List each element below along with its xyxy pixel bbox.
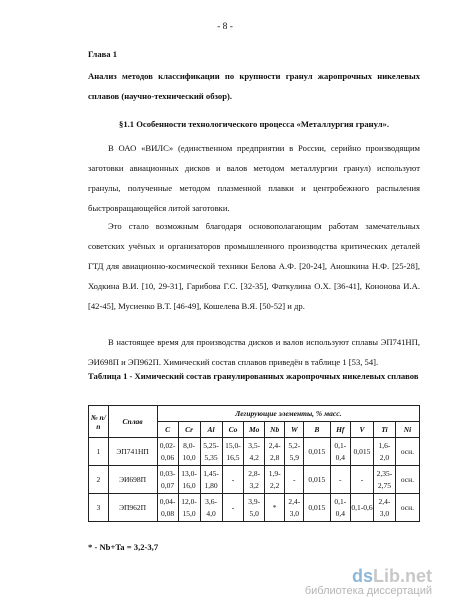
composition-cell: 8,0-10,0 [178,438,200,466]
element-header: Ni [395,422,419,438]
element-header: Cr [178,422,200,438]
composition-cell: 0,015 [304,466,330,494]
composition-cell: 3,9-5,0 [244,494,264,522]
composition-cell: 13,0-16,0 [178,466,200,494]
element-header: Nb [264,422,284,438]
composition-cell: - [285,466,304,494]
table-caption: Таблица 1 - Химический состав гранулированных жаропрочных никелевых сплавов [88,371,419,381]
chapter-heading: Глава 1 [88,49,117,59]
alloy-name: ЭИ698П [108,466,157,494]
element-header: V [350,422,373,438]
composition-cell: - [222,466,244,494]
composition-cell: 5,2-5,9 [285,438,304,466]
composition-cell: 0,04-0,08 [157,494,178,522]
table-row [89,466,420,494]
composition-cell: 0,1-0,6 [350,494,373,522]
composition-cell: осн. [395,494,419,522]
paragraph-1: В ОАО «ВИЛС» (единственном предприятии в России, серийно производящим заготовки авиационных дисков и валов методом металлургии гранул) используют гранулы, полученные методом плазменной плавки и центробежного распыления быстровращающейся литой заготовки. [88,143,420,213]
composition-cell: - [350,466,373,494]
watermark-logo: dsLib.net [351,566,432,586]
composition-cell: 5,25-5,35 [200,438,222,466]
row-number: 1 [89,438,109,466]
alloy-name: ЭП962П [108,494,157,522]
paragraph-3: В настоящее время для производства дисков и валов используют сплавы ЭП741НП, ЭИ698П и ЭП962П. Химический состав сплавов приведён в таблице 1 [53, 54]. [88,337,420,367]
element-header: W [285,422,304,438]
composition-cell: 2,4-2,8 [264,438,284,466]
element-header: B [304,422,330,438]
header-alloying-elements: Легирующие элементы, % масс. [157,406,419,422]
element-header: Ti [373,422,395,438]
table-row [89,438,420,466]
composition-cell: 0,015 [304,494,330,522]
composition-cell: 3,6-4,0 [200,494,222,522]
composition-cell: 0,015 [304,438,330,466]
chapter-title: Анализ методов классификации по крупности гранул жаропрочных никелевых сплавов (научно-технический обзор). [88,71,420,101]
page-number: - 8 - [217,22,233,32]
composition-cell: 15,0-16,5 [222,438,244,466]
composition-cell: 2,8-3,2 [244,466,264,494]
section-title: §1.1 Особенности технологического процесса «Металлургия гранул». [119,119,389,129]
element-header: Mo [244,422,264,438]
composition-cell: 1,9-2,2 [264,466,284,494]
composition-table [88,405,420,522]
paragraph-2: Это стало возможным благодаря основополагающим работам замечательных советских учёных и организаторов промышленного производства критических деталей ГТД для авиационно-космической техники Белова А.Ф. [20-24], Аношкина Н.Ф. [25-28], Ходкина В.И. [10, 29-31], Гарибова Г.С. [32-35], Фаткулина О.Х. [36-41], Кононова И.А. [42-45], Мусиенко В.Т. [46-49], Кошелева В.Я. [50-52] и др. [88,221,420,311]
header-number: № п/п [89,406,109,438]
composition-cell: осн. [395,466,419,494]
composition-cell: - [222,494,244,522]
composition-cell: 3,5-4,2 [244,438,264,466]
watermark-subtitle: библиотека диссертаций [304,585,432,597]
composition-cell: 12,0-15,0 [178,494,200,522]
composition-cell: * [264,494,284,522]
table-footnote: * - Nb+Ta = 3,2-3,7 [88,542,159,552]
composition-cell: 0,03-0,07 [157,466,178,494]
element-header: Co [222,422,244,438]
composition-cell: 0,015 [350,438,373,466]
composition-cell: 1,45-1,80 [200,466,222,494]
composition-cell: осн. [395,438,419,466]
element-header: C [157,422,178,438]
table-row [89,494,420,522]
watermark [305,566,432,597]
table-body [89,438,420,522]
composition-cell: - [330,466,350,494]
element-header: Al [200,422,222,438]
composition-cell: 1,6-2,0 [373,438,395,466]
composition-cell: 2,35-2,75 [373,466,395,494]
alloy-name: ЭП741НП [108,438,157,466]
composition-cell: 2,4-3,0 [373,494,395,522]
composition-cell: 0,1-0,4 [330,438,350,466]
row-number: 2 [89,466,109,494]
header-alloy: Сплав [108,406,157,438]
element-header: Hf [330,422,350,438]
row-number: 3 [89,494,109,522]
composition-cell: 0,1-0,4 [330,494,350,522]
composition-cell: 0,02-0,06 [157,438,178,466]
composition-cell: 2,4-3,0 [285,494,304,522]
